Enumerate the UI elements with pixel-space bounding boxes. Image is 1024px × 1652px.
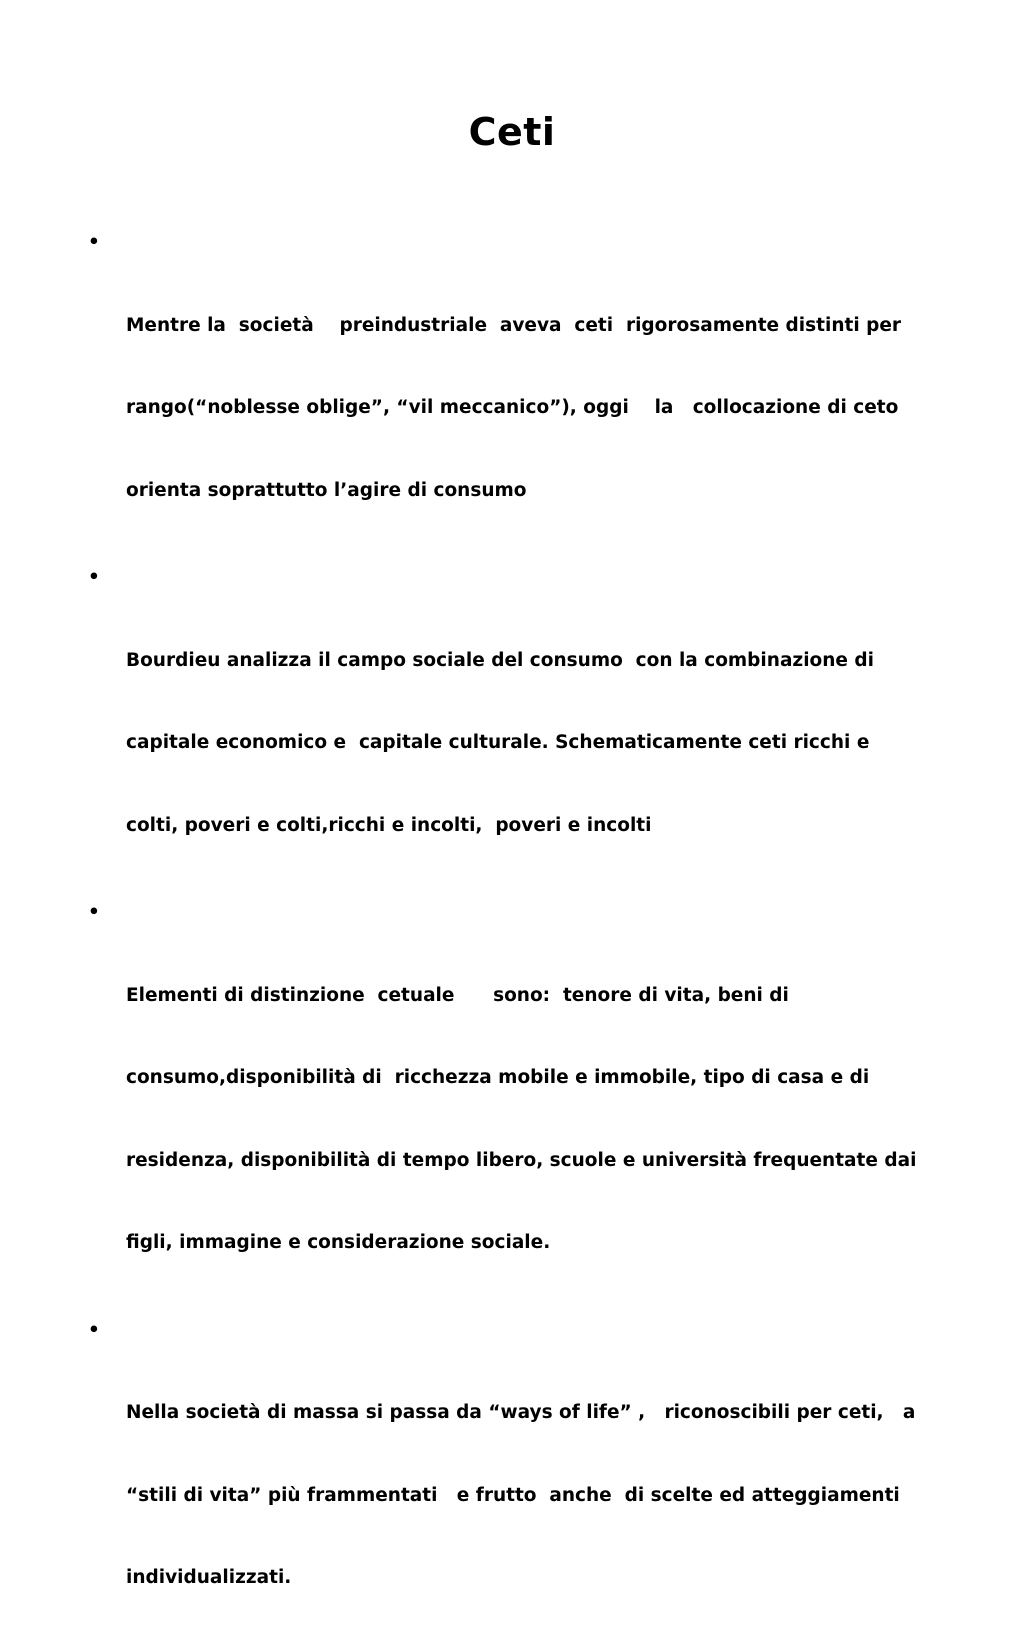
bullet-list: [88, 229, 948, 1652]
bullet-text-line: Bourdieu analizza il campo sociale del consumo con la combinazione di: [126, 649, 874, 671]
bullet-text-line: consumo,disponibilità di ricchezza mobile e immobile, tipo di casa e di: [126, 1067, 870, 1088]
bullet-text-line: Nella società di massa si passa da “ways of life” , riconoscibili per ceti, a: [126, 1402, 916, 1423]
bullet-text-line: figli, immagine e considerazione sociale.: [126, 1232, 551, 1253]
bullet-item: [88, 1317, 948, 1647]
bullet-text-line: “stili di vita” più frammentati e frutto anche di scelte ed atteggiamenti: [126, 1484, 900, 1506]
bullet-text-line: orienta soprattutto l’agire di consumo: [126, 479, 527, 501]
bullet-text-line: capitale economico e capitale culturale. Schematicamente ceti ricchi e: [126, 732, 870, 753]
bullet-dot-icon: •: [88, 567, 100, 588]
bullet-item: [88, 899, 948, 1312]
bullet-text-line: individualizzati.: [126, 1567, 292, 1588]
bullet-text-line: Mentre la società preindustriale aveva ceti rigorosamente distinti per: [126, 314, 902, 336]
bullet-text-line: rango(“noblesse oblige”, “vil meccanico”), oggi la collocazione di ceto: [126, 397, 899, 418]
bullet-dot-icon: •: [88, 902, 100, 923]
bullet-item: [88, 564, 948, 894]
bullet-dot-icon: •: [88, 232, 100, 253]
bullet-text-line: colti, poveri e colti,ricchi e incolti, poveri e incolti: [126, 814, 652, 836]
bullet-text-line: residenza, disponibilità di tempo libero, scuole e università frequentate dai: [126, 1149, 917, 1171]
bullet-item: [88, 229, 948, 559]
slide-title: Ceti: [468, 110, 556, 154]
bullet-dot-icon: •: [88, 1319, 100, 1341]
bullet-text-line: Elementi di distinzione cetuale sono: tenore di vita, beni di: [126, 984, 789, 1006]
